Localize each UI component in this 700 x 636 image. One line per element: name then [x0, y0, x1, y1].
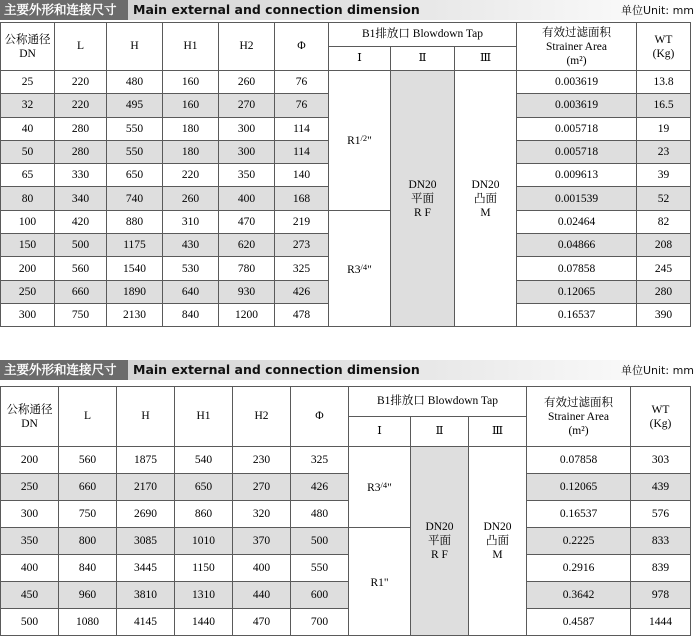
cell-h: 2170 — [117, 474, 175, 501]
cell-dn: 200 — [1, 447, 59, 474]
cell-h1: 840 — [163, 303, 219, 326]
header-tap-i: Ⅰ — [349, 417, 411, 447]
cell-l: 420 — [55, 210, 107, 233]
cell-h: 740 — [107, 187, 163, 210]
cell-tap-i — [349, 447, 411, 528]
table-row — [1, 528, 691, 555]
cell-h2: 270 — [219, 94, 275, 117]
header-dn: 公称通径 DN — [1, 23, 55, 71]
cell-weight: 245 — [637, 257, 691, 280]
cell-l: 660 — [55, 280, 107, 303]
cell-dn: 500 — [1, 609, 59, 636]
cell-dn: 150 — [1, 234, 55, 257]
tap-size-suffix: " — [387, 482, 392, 494]
cell-h: 495 — [107, 94, 163, 117]
cell-l: 560 — [59, 447, 117, 474]
cell-h1: 180 — [163, 117, 219, 140]
cell-l: 1080 — [59, 609, 117, 636]
cell-h1: 540 — [175, 447, 233, 474]
tap-size-prefix: R1 — [370, 576, 384, 589]
cell-h2: 300 — [219, 140, 275, 163]
table-row — [1, 609, 691, 636]
tap-size-suffix: " — [367, 263, 372, 276]
cell-h: 1875 — [117, 447, 175, 474]
table-row — [1, 71, 691, 94]
tap-spec-line: 平面 — [411, 192, 434, 205]
cell-dn: 40 — [1, 117, 55, 140]
cell-weight: 303 — [631, 447, 691, 474]
cell-l: 280 — [55, 117, 107, 140]
section-header-bar — [0, 360, 700, 380]
tap-spec-line: M — [492, 549, 503, 561]
cell-h: 3085 — [117, 528, 175, 555]
table-row — [1, 210, 691, 233]
cell-l: 280 — [55, 140, 107, 163]
cell-h1: 860 — [175, 501, 233, 528]
tap-size-fraction: /4 — [360, 261, 368, 272]
cell-weight: 23 — [637, 140, 691, 163]
header-h: H — [117, 387, 175, 447]
cell-dn: 300 — [1, 303, 55, 326]
cell-phi: 600 — [291, 582, 349, 609]
cell-strainer-area: 0.2916 — [527, 555, 631, 582]
cell-tap-iii — [455, 71, 517, 327]
tap-size-prefix: R3 — [367, 482, 381, 494]
table-row — [1, 582, 691, 609]
cell-h2: 620 — [219, 234, 275, 257]
table-row — [1, 447, 691, 474]
header-tap-ii: Ⅱ — [391, 47, 455, 71]
cell-l: 220 — [55, 94, 107, 117]
unit-label: 单位Unit: mm — [620, 4, 694, 17]
cell-phi: 500 — [291, 528, 349, 555]
cell-phi: 273 — [275, 234, 329, 257]
cell-dn: 25 — [1, 71, 55, 94]
cell-h: 1540 — [107, 257, 163, 280]
tap-spec-line: 凸面 — [486, 535, 509, 547]
cell-h1: 1310 — [175, 582, 233, 609]
header-dn: 公称通径 DN — [1, 387, 59, 447]
cell-phi: 168 — [275, 187, 329, 210]
cell-strainer-area: 0.16537 — [527, 501, 631, 528]
cell-weight: 19 — [637, 117, 691, 140]
cell-h1: 220 — [163, 164, 219, 187]
cell-dn: 350 — [1, 528, 59, 555]
cell-weight: 576 — [631, 501, 691, 528]
section-title-cn: 主要外形和连接尺寸 — [0, 0, 128, 20]
cell-l: 660 — [59, 474, 117, 501]
cell-phi: 76 — [275, 94, 329, 117]
cell-weight: 390 — [637, 303, 691, 326]
cell-weight: 1444 — [631, 609, 691, 636]
cell-l: 800 — [59, 528, 117, 555]
cell-dn: 300 — [1, 501, 59, 528]
cell-weight: 839 — [631, 555, 691, 582]
header-h2: H2 — [219, 23, 275, 71]
cell-l: 960 — [59, 582, 117, 609]
cell-dn: 32 — [1, 94, 55, 117]
cell-h1: 180 — [163, 140, 219, 163]
tap-spec-line: DN20 — [425, 521, 454, 533]
tap-size-suffix: " — [367, 135, 372, 148]
cell-h: 1175 — [107, 234, 163, 257]
cell-h1: 160 — [163, 71, 219, 94]
tap-spec-line: R F — [414, 206, 431, 219]
cell-h2: 440 — [233, 582, 291, 609]
cell-h2: 260 — [219, 71, 275, 94]
header-h: H — [107, 23, 163, 71]
cell-dn: 400 — [1, 555, 59, 582]
cell-h: 880 — [107, 210, 163, 233]
cell-h: 550 — [107, 117, 163, 140]
unit-label: 单位Unit: mm — [620, 364, 694, 377]
cell-h1: 160 — [163, 94, 219, 117]
cell-h1: 310 — [163, 210, 219, 233]
cell-l: 330 — [55, 164, 107, 187]
header-strainer-area: 有效过滤面积 Strainer Area (m²) — [517, 23, 637, 71]
cell-dn: 450 — [1, 582, 59, 609]
header-l: L — [55, 23, 107, 71]
cell-l: 560 — [55, 257, 107, 280]
cell-h1: 1440 — [175, 609, 233, 636]
cell-h1: 260 — [163, 187, 219, 210]
header-blowdown-tap: B1排放口 Blowdown Tap — [349, 387, 527, 417]
cell-phi: 140 — [275, 164, 329, 187]
cell-weight: 833 — [631, 528, 691, 555]
cell-h2: 470 — [233, 609, 291, 636]
cell-dn: 100 — [1, 210, 55, 233]
tap-spec-line: 凸面 — [474, 192, 497, 205]
cell-weight: 280 — [637, 280, 691, 303]
cell-h2: 1200 — [219, 303, 275, 326]
cell-h1: 640 — [163, 280, 219, 303]
section-title-en: Main external and connection dimension — [133, 362, 420, 377]
cell-h1: 430 — [163, 234, 219, 257]
section-title-en: Main external and connection dimension — [133, 2, 420, 17]
table-row — [1, 501, 691, 528]
tap-spec-line: R F — [431, 549, 448, 561]
cell-l: 750 — [59, 501, 117, 528]
header-l: L — [59, 387, 117, 447]
cell-strainer-area: 0.07858 — [517, 257, 637, 280]
cell-h: 4145 — [117, 609, 175, 636]
cell-phi: 114 — [275, 117, 329, 140]
header-h1: H1 — [163, 23, 219, 71]
cell-strainer-area: 0.4587 — [527, 609, 631, 636]
cell-phi: 325 — [291, 447, 349, 474]
tap-spec-line: DN20 — [408, 178, 437, 191]
cell-h2: 780 — [219, 257, 275, 280]
cell-strainer-area: 0.16537 — [517, 303, 637, 326]
cell-dn: 250 — [1, 280, 55, 303]
cell-l: 500 — [55, 234, 107, 257]
dimension-table — [0, 22, 691, 327]
cell-h1: 1150 — [175, 555, 233, 582]
cell-h: 2690 — [117, 501, 175, 528]
cell-dn: 250 — [1, 474, 59, 501]
cell-phi: 700 — [291, 609, 349, 636]
cell-strainer-area: 0.02464 — [517, 210, 637, 233]
cell-phi: 76 — [275, 71, 329, 94]
cell-h2: 400 — [219, 187, 275, 210]
tap-spec-line: DN20 — [471, 178, 500, 191]
cell-phi: 426 — [275, 280, 329, 303]
cell-h2: 400 — [233, 555, 291, 582]
cell-strainer-area: 0.005718 — [517, 140, 637, 163]
header-h2: H2 — [233, 387, 291, 447]
table-row — [1, 474, 691, 501]
section-title-cn: 主要外形和连接尺寸 — [0, 360, 128, 380]
tap-spec-line: DN20 — [483, 521, 512, 533]
header-tap-ii: Ⅱ — [411, 417, 469, 447]
dimension-table — [0, 386, 691, 636]
header-h1: H1 — [175, 387, 233, 447]
cell-weight: 82 — [637, 210, 691, 233]
cell-h2: 370 — [233, 528, 291, 555]
cell-phi: 426 — [291, 474, 349, 501]
header-phi: Φ — [291, 387, 349, 447]
cell-weight: 208 — [637, 234, 691, 257]
cell-h2: 320 — [233, 501, 291, 528]
header-phi: Φ — [275, 23, 329, 71]
header-tap-iii: Ⅲ — [455, 47, 517, 71]
cell-l: 220 — [55, 71, 107, 94]
cell-weight: 439 — [631, 474, 691, 501]
cell-phi: 480 — [291, 501, 349, 528]
cell-dn: 65 — [1, 164, 55, 187]
tap-size-prefix: R3 — [347, 263, 361, 276]
cell-tap-ii — [411, 447, 469, 636]
cell-strainer-area: 0.12065 — [527, 474, 631, 501]
cell-phi: 550 — [291, 555, 349, 582]
cell-dn: 200 — [1, 257, 55, 280]
cell-strainer-area: 0.12065 — [517, 280, 637, 303]
tap-spec-line: 平面 — [428, 535, 451, 547]
header-weight: WT (Kg) — [631, 387, 691, 447]
tap-spec-line: M — [480, 206, 491, 219]
cell-h2: 470 — [219, 210, 275, 233]
cell-phi: 114 — [275, 140, 329, 163]
cell-strainer-area: 0.009613 — [517, 164, 637, 187]
cell-phi: 219 — [275, 210, 329, 233]
header-strainer-area: 有效过滤面积 Strainer Area (m²) — [527, 387, 631, 447]
cell-h2: 350 — [219, 164, 275, 187]
cell-l: 750 — [55, 303, 107, 326]
cell-dn: 80 — [1, 187, 55, 210]
header-tap-iii: Ⅲ — [469, 417, 527, 447]
cell-weight: 16.5 — [637, 94, 691, 117]
cell-h: 3445 — [117, 555, 175, 582]
cell-h2: 270 — [233, 474, 291, 501]
cell-strainer-area: 0.07858 — [527, 447, 631, 474]
tap-size-suffix: " — [383, 576, 389, 589]
cell-weight: 13.8 — [637, 71, 691, 94]
cell-h1: 1010 — [175, 528, 233, 555]
tap-size-prefix: R1 — [347, 135, 361, 148]
cell-weight: 39 — [637, 164, 691, 187]
cell-strainer-area: 0.2225 — [527, 528, 631, 555]
tap-size-fraction: /4 — [380, 480, 388, 490]
cell-weight: 978 — [631, 582, 691, 609]
cell-strainer-area: 0.3642 — [527, 582, 631, 609]
cell-h2: 230 — [233, 447, 291, 474]
header-weight: WT (Kg) — [637, 23, 691, 71]
table-row — [1, 555, 691, 582]
cell-h2: 300 — [219, 117, 275, 140]
cell-phi: 325 — [275, 257, 329, 280]
cell-tap-iii — [469, 447, 527, 636]
cell-strainer-area: 0.005718 — [517, 117, 637, 140]
cell-h2: 930 — [219, 280, 275, 303]
cell-h: 480 — [107, 71, 163, 94]
cell-h: 3810 — [117, 582, 175, 609]
cell-h1: 650 — [175, 474, 233, 501]
cell-tap-i — [349, 528, 411, 636]
tap-size-fraction: /2 — [360, 133, 368, 144]
cell-h1: 530 — [163, 257, 219, 280]
cell-l: 840 — [59, 555, 117, 582]
cell-h: 1890 — [107, 280, 163, 303]
cell-phi: 478 — [275, 303, 329, 326]
cell-tap-ii — [391, 71, 455, 327]
section-header-bar — [0, 0, 700, 20]
cell-strainer-area: 0.04866 — [517, 234, 637, 257]
cell-h: 550 — [107, 140, 163, 163]
cell-h: 2130 — [107, 303, 163, 326]
header-tap-i: Ⅰ — [329, 47, 391, 71]
header-blowdown-tap: B1排放口 Blowdown Tap — [329, 23, 517, 47]
cell-dn: 50 — [1, 140, 55, 163]
cell-strainer-area: 0.001539 — [517, 187, 637, 210]
cell-strainer-area: 0.003619 — [517, 94, 637, 117]
cell-strainer-area: 0.003619 — [517, 71, 637, 94]
cell-tap-i — [329, 71, 391, 211]
cell-h: 650 — [107, 164, 163, 187]
cell-l: 340 — [55, 187, 107, 210]
cell-tap-i — [329, 210, 391, 326]
cell-weight: 52 — [637, 187, 691, 210]
